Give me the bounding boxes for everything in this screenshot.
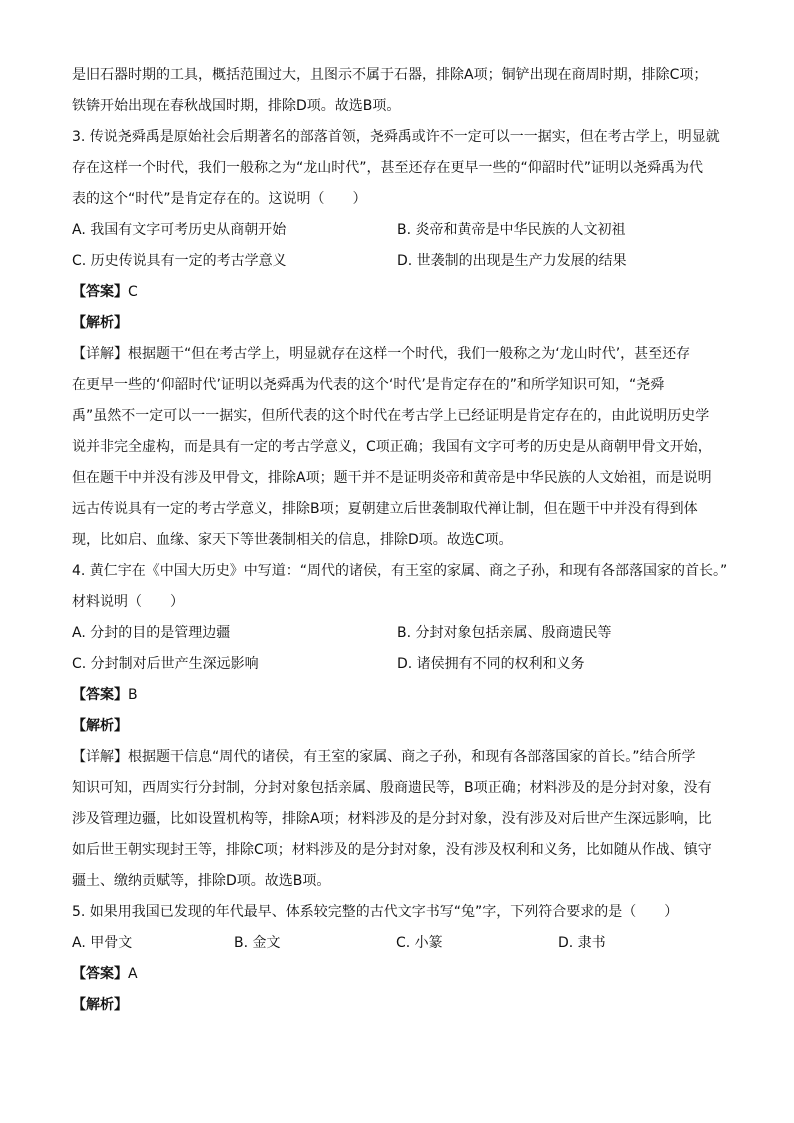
- intro-line-2: 铁锛开始出现在春秋战国时期，排除D项。故选B项。: [72, 98, 401, 114]
- question-4-stem-line-2: 材料说明（ ）: [72, 594, 184, 610]
- question-3-options-row-2: [72, 246, 732, 277]
- question-4-option-d: D. 诸侯拥有不同的权利和义务: [397, 656, 585, 672]
- question-5-option-a: A. 甲骨文: [72, 935, 133, 951]
- question-3-detail-line-3: 禹”虽然不一定可以一一据实，但所代表的这个时代在考古学上已经证明是肯定存在的，由此说明历史学: [72, 408, 710, 424]
- question-4-answer: [72, 680, 732, 711]
- question-3-options-row-1: [72, 215, 732, 246]
- question-4-options-row-2: [72, 649, 732, 680]
- question-4-detail-line-1: 【详解】根据题干信息“周代的诸侯，有王室的家属、商之子孙，和现有各部落国家的首长。”结合所学: [72, 749, 696, 765]
- question-4-detail-line-4: 如后世王朝实现封王等，排除C项；材料涉及的是分封对象，没有涉及权利和义务，比如随从作战、镇守: [72, 842, 712, 858]
- question-3-detail-line-1: 【详解】根据题干“但在考古学上，明显就存在这样一个时代，我们一般称之为‘龙山时代’，甚至还存: [72, 346, 691, 362]
- question-3-stem-line-3: 表的这个“时代”是肯定存在的。这说明（ ）: [72, 191, 367, 207]
- question-5-option-c: C. 小篆: [396, 935, 443, 951]
- question-4-stem-line-1: 4. 黄仁宇在《中国大历史》中写道：“周代的诸侯，有王室的家属、商之子孙，和现有各部落国家的首长。”: [72, 563, 728, 579]
- question-3-stem-line-2: 存在这样一个时代，我们一般称之为“龙山时代”，甚至还存在更早一些的“仰韶时代”证明以尧舜禹为代: [72, 160, 704, 176]
- document-page: [72, 60, 732, 1021]
- answer-label: 【答案】: [72, 966, 128, 982]
- question-3-detail-line-6: 远古传说具有一定的考古学意义，排除B项；夏朝建立后世袭制取代禅让制，但在题干中并没有得到体: [72, 501, 698, 517]
- question-4-detail-line-2: 知识可知，西周实行分封制，分封对象包括亲属、殷商遗民等，B项正确；材料涉及的是分封对象，没有: [72, 780, 712, 796]
- question-5-options-row: [72, 928, 732, 959]
- answer-value: C: [128, 284, 138, 300]
- question-5-stem-line-1: 5. 如果用我国已发现的年代最早、体系较完整的古代文字书写“兔”字，下列符合要求的是（ ）: [72, 904, 679, 920]
- question-5: [72, 897, 732, 1021]
- intro-line-1: 是旧石器时期的工具，概括范围过大，且图示不属于石器，排除A项；铜铲出现在商周时期，排除C项；: [72, 67, 708, 83]
- question-4: [72, 556, 732, 897]
- question-3-detail-line-2: 在更早一些的‘仰韶时代’证明以尧舜禹为代表的这个‘时代’是肯定存在的”和所学知识可知，“尧舜: [72, 377, 665, 393]
- question-3-detail-line-4: 说并非完全虚构，而是具有一定的考古学意义，C项正确；我国有文字可考的历史是从商朝甲骨文开始，: [72, 439, 712, 455]
- question-3-option-a: A. 我国有文字可考历史从商朝开始: [72, 222, 287, 238]
- question-4-option-a: A. 分封的目的是管理边疆: [72, 625, 231, 641]
- question-5-analysis-label: 【解析】: [72, 997, 128, 1013]
- question-4-analysis-label: 【解析】: [72, 718, 128, 734]
- question-3-analysis-label: 【解析】: [72, 315, 128, 331]
- question-5-option-d: D. 隶书: [558, 935, 606, 951]
- question-3-option-d: D. 世袭制的出现是生产力发展的结果: [397, 253, 627, 269]
- question-4-option-c: C. 分封制对后世产生深远影响: [72, 656, 259, 672]
- question-3-detail-line-5: 但在题干中并没有涉及甲骨文，排除A项；题干并不是证明炎帝和黄帝是中华民族的人文始祖，而是说明: [72, 470, 712, 486]
- question-5-answer: [72, 959, 732, 990]
- question-3-option-c: C. 历史传说具有一定的考古学意义: [72, 253, 287, 269]
- question-3-stem-line-1: 3. 传说尧舜禹是原始社会后期著名的部落首领，尧舜禹或许不一定可以一一据实，但在考古学上，明显就: [72, 129, 720, 145]
- question-3-answer: [72, 277, 732, 308]
- answer-value: B: [128, 687, 138, 703]
- question-3-detail-line-7: 现，比如启、血缘、家天下等世袭制相关的信息，排除D项。故选C项。: [72, 532, 513, 548]
- question-4-detail-line-3: 涉及管理边疆，比如设置机构等，排除A项；材料涉及的是分封对象，没有涉及对后世产生深远影响，比: [72, 811, 712, 827]
- question-4-detail-line-5: 疆土、缴纳贡赋等，排除D项。故选B项。: [72, 873, 331, 889]
- answer-label: 【答案】: [72, 687, 128, 703]
- answer-value: A: [128, 966, 138, 982]
- question-3: [72, 122, 732, 556]
- answer-label: 【答案】: [72, 284, 128, 300]
- question-3-option-b: B. 炎帝和黄帝是中华民族的人文初祖: [397, 222, 626, 238]
- question-5-option-b: B. 金文: [234, 935, 281, 951]
- question-4-option-b: B. 分封对象包括亲属、殷商遗民等: [397, 625, 612, 641]
- question-4-options-row-1: [72, 618, 732, 649]
